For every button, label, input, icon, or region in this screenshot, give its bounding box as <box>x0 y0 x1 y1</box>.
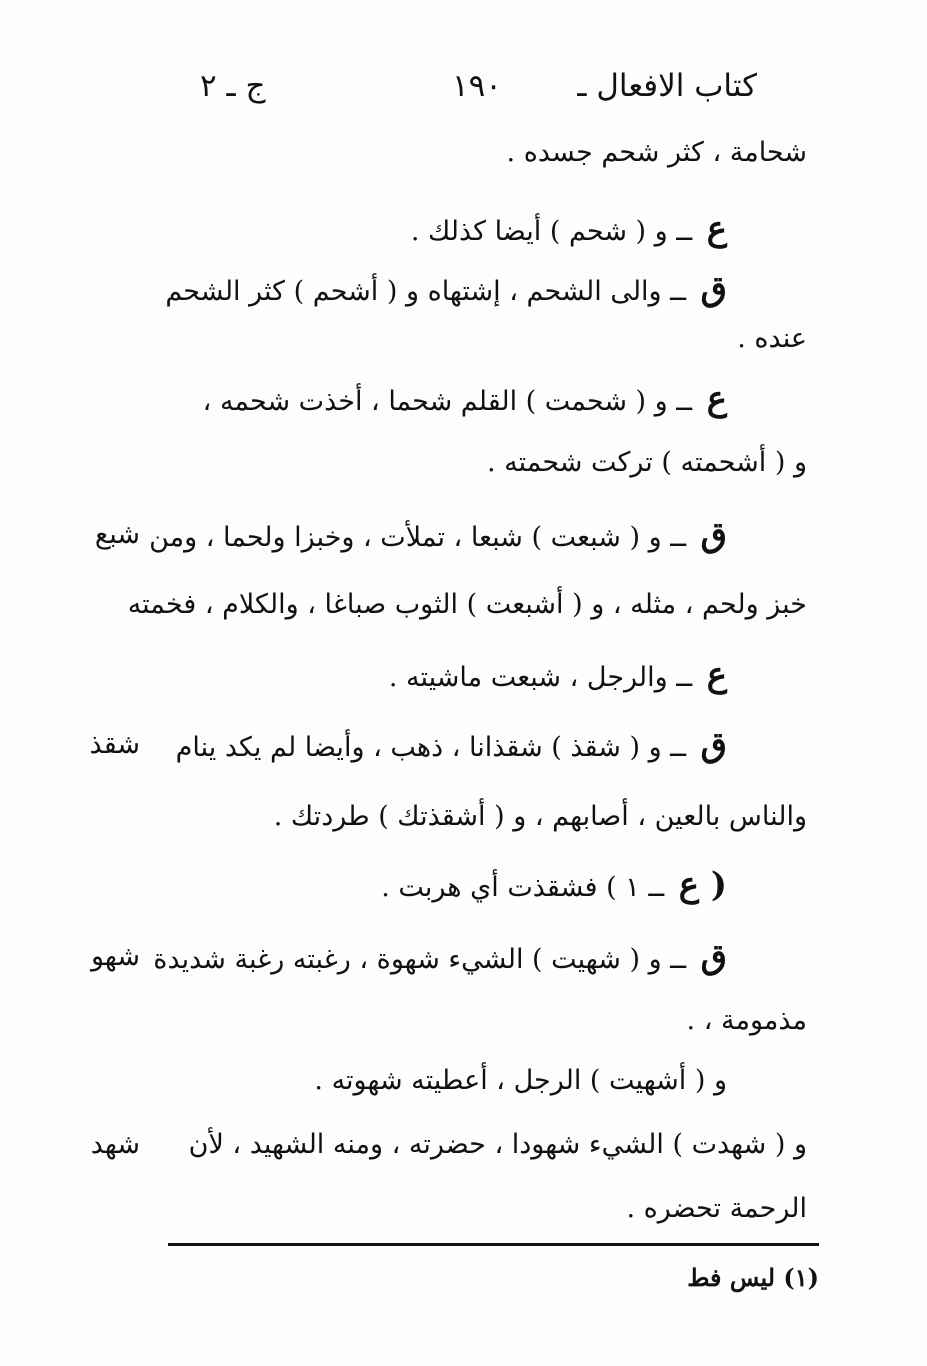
entry-siglum: ع <box>706 379 727 419</box>
text-line-5: ع ــ و ( شحمت ) القلم شحما ، أخذت شحمه ، <box>202 379 727 419</box>
text-line-16: و ( شهدت ) الشيء شهودا ، حضرته ، ومنه الشهيد ، لأن <box>188 1129 807 1160</box>
text-line-12: ( ع ــ ١ ) فشقذت أي هربت . <box>381 865 727 905</box>
text-line-1: شحامة ، كثر شحم جسده . <box>506 137 807 168</box>
entry-siglum: ( ع <box>678 865 727 905</box>
volume-label: ج ـ ٢ <box>200 68 266 104</box>
margin-root-word: شهو <box>90 941 140 972</box>
text-line-10: ق ــ و ( شقذ ) شقذانا ، ذهب ، وأيضا لم يكد ينام <box>175 725 727 765</box>
entry-siglum: ق <box>700 269 727 309</box>
margin-root-word: شهد <box>90 1129 140 1160</box>
footnote: (١) ليس فط <box>687 1263 819 1292</box>
text-line-8: خبز ولحم ، مثله ، و ( أشبعت ) الثوب صباغا ، والكلام ، فخمته <box>127 589 807 620</box>
margin-root-word: شبع <box>94 519 140 550</box>
text-line-15: و ( أشهيت ) الرجل ، أعطيته شهوته . <box>314 1065 727 1096</box>
text-line-11: والناس بالعين ، أصابهم ، و ( أشقذتك ) طردتك . <box>273 801 807 832</box>
text-line-7: ق ــ و ( شبعت ) شبعا ، تملأت ، وخبزا ولحما ، ومن <box>149 515 727 555</box>
text-line-4: عنده . <box>737 323 807 354</box>
entry-siglum: ق <box>700 515 727 555</box>
text-line-2: ع ــ و ( شحم ) أيضا كذلك . <box>410 209 727 249</box>
text-line-9: ع ــ والرجل ، شبعت ماشيته . <box>388 655 727 695</box>
page-number: ١٩٠ <box>452 68 502 104</box>
text-line-17: الرحمة تحضره . <box>626 1193 807 1224</box>
entry-siglum: ق <box>700 937 727 977</box>
text-line-6: و ( أشحمته ) تركت شحمته . <box>486 447 807 478</box>
entry-siglum: ع <box>706 655 727 695</box>
margin-root-word: شقذ <box>89 729 140 760</box>
text-line-3: ق ــ والى الشحم ، إشتهاه و ( أشحم ) كثر الشحم <box>165 269 727 309</box>
entry-siglum: ق <box>700 725 727 765</box>
book-title: كتاب الافعال ـ <box>577 68 757 104</box>
text-line-13: ق ــ و ( شهيت ) الشيء شهوة ، رغبته رغبة شديدة <box>153 937 727 977</box>
text-line-14: مذمومة ، . <box>686 1005 807 1036</box>
entry-siglum: ع <box>706 209 727 249</box>
footnote-divider <box>168 1243 819 1246</box>
